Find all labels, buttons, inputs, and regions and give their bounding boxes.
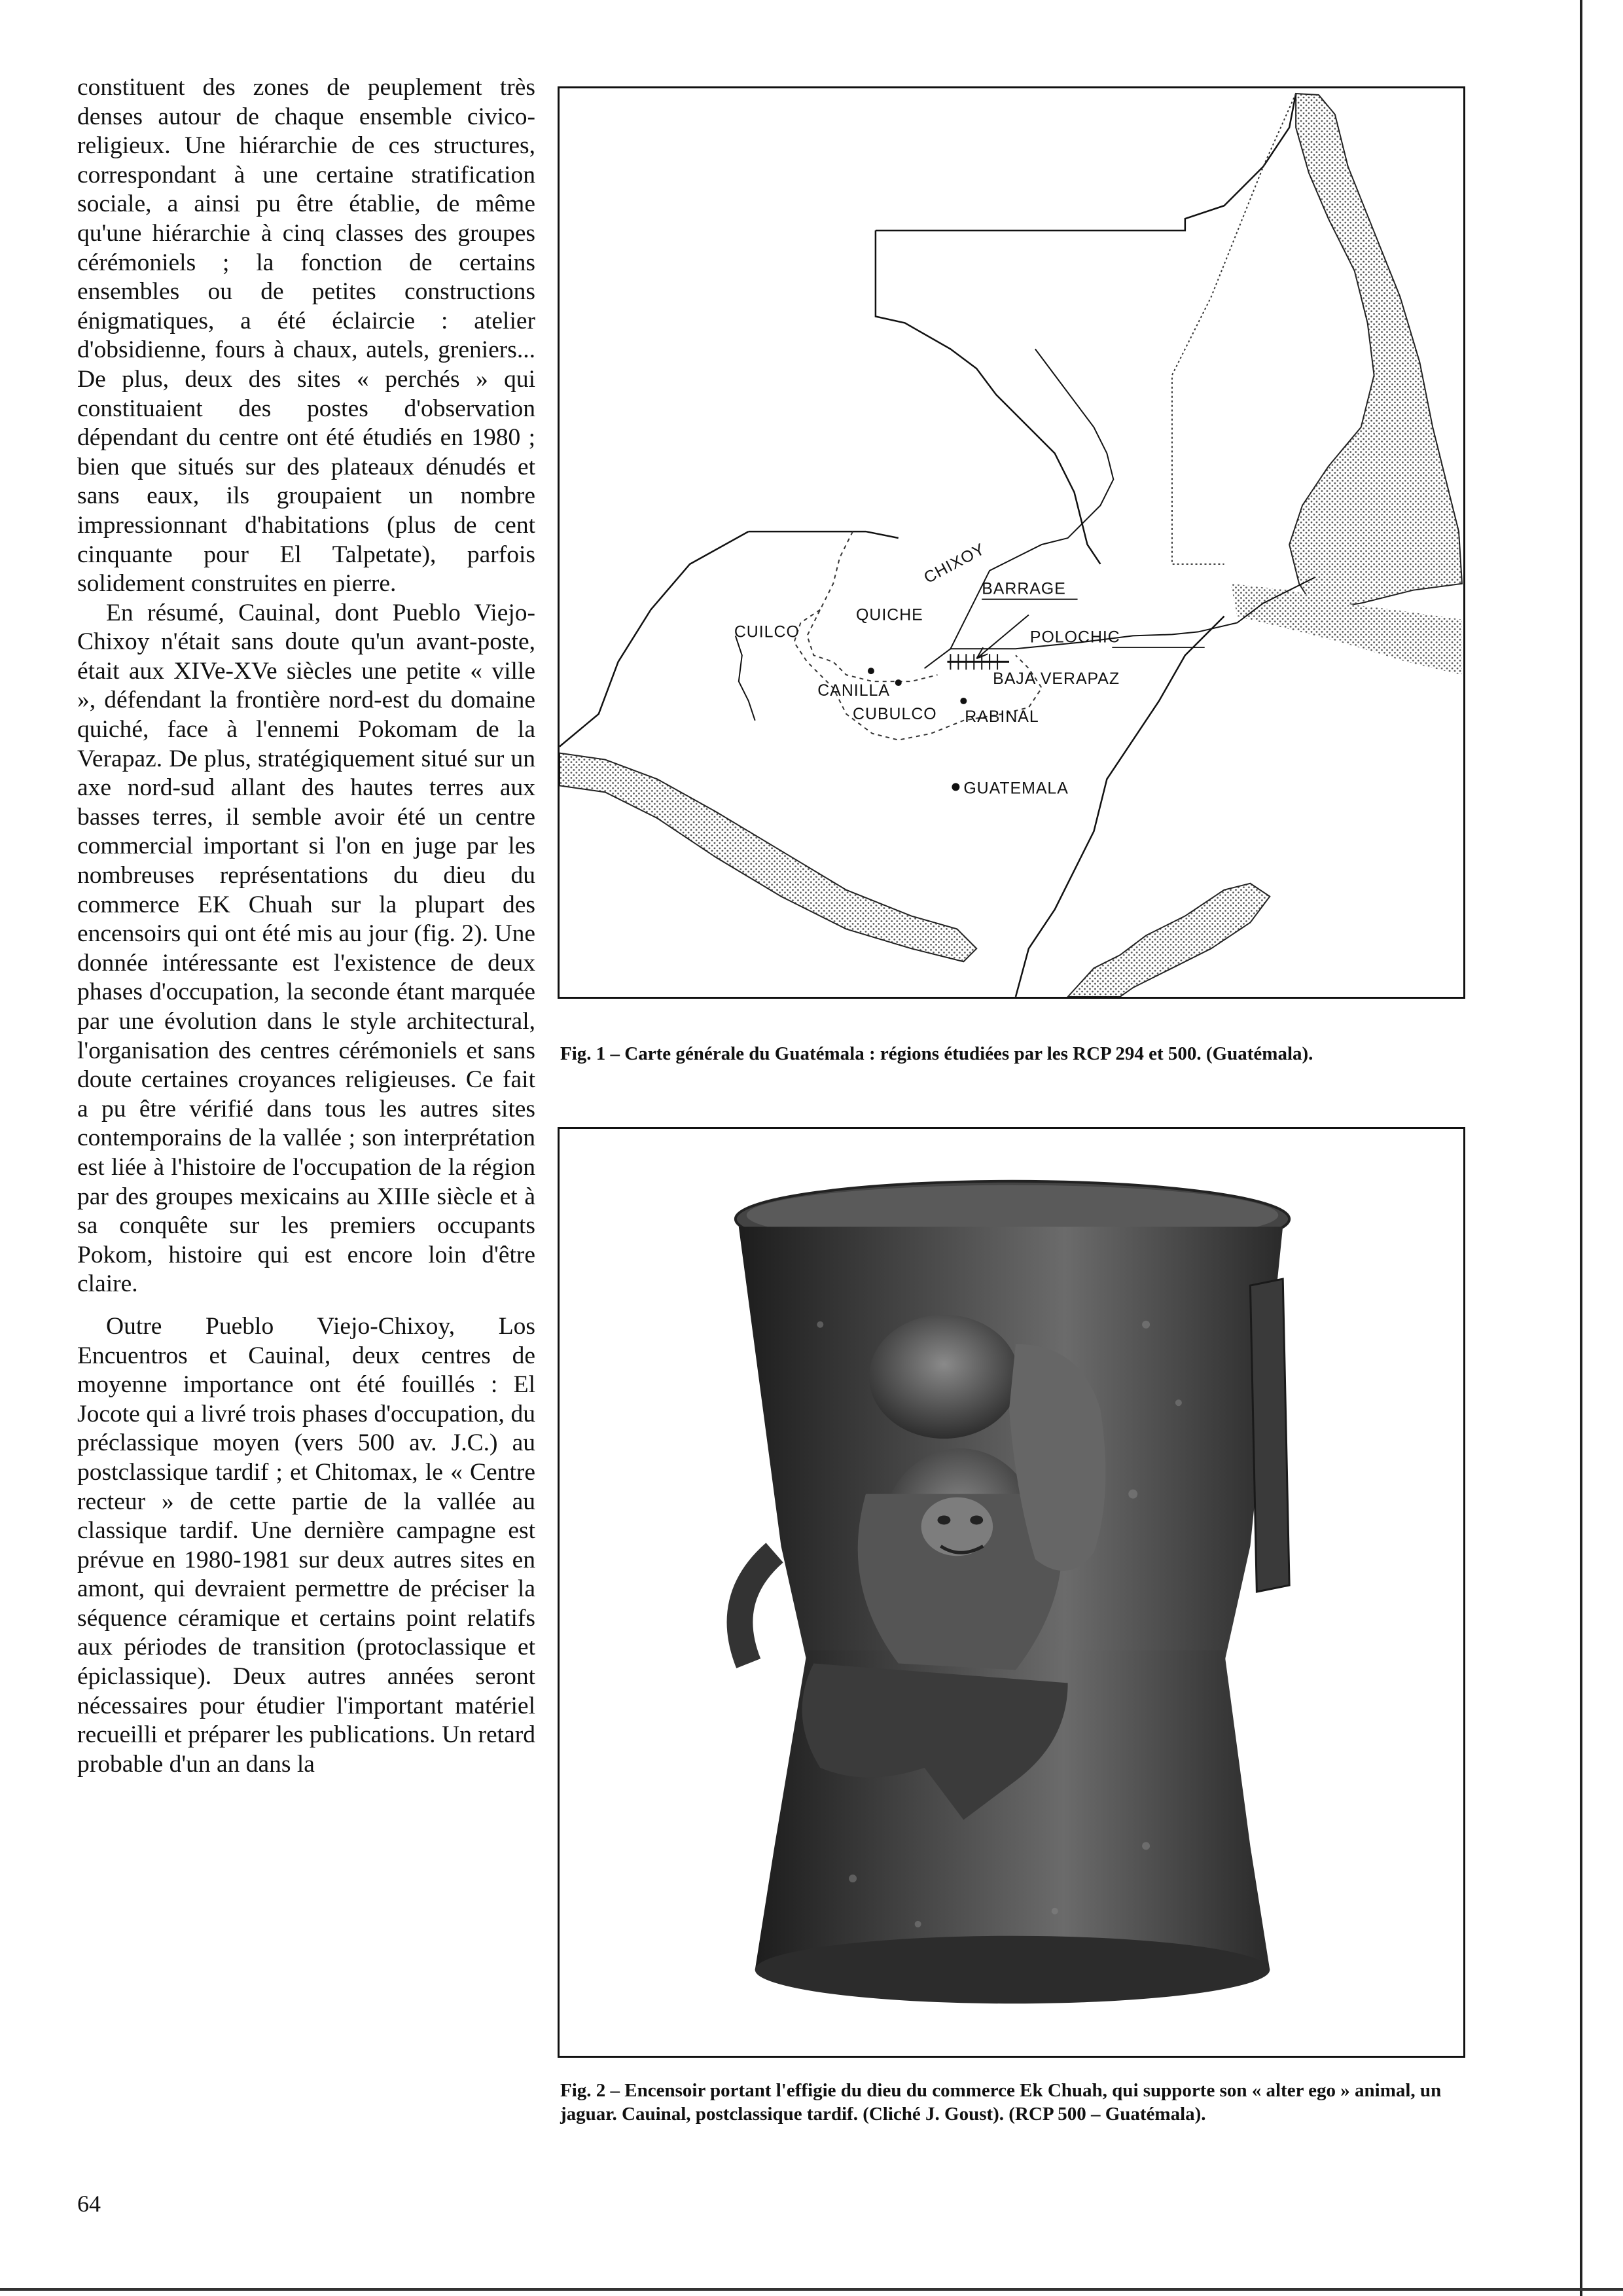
figure2-caption: Fig. 2 – Encensoir portant l'effigie du dieu du commerce Ek Chuah, qui supporte son « alter ego » animal, un jaguar. Cauinal, postclassique tardif. (Cliché J. Goust). (RCP 500 – Guatémala). [560,2080,1442,2125]
page-number: 64 [77,2191,101,2217]
label-cubulco: CUBULCO [853,704,937,723]
label-rabinal: RABINAL [965,707,1039,726]
paragraph-3: Outre Pueblo Viejo-Chixoy, Los Encuentros et Cauinal, deux centres de moyenne importance ont été fouillés : El Jocote qui a livré trois phases d'occupation, du préclassique moyen (vers 500 av. J.C.) au postclassique tardif ; et Chitomax, le « Centre recteur » de cette partie de la vallée au classique tardif. Une dernière campagne est prévue en 1980-1981 sur deux autres sites en amont, qui devraient permettre de préciser la séquence céramique et certains point relatifs aux périodes de transition (protoclassique et épiclassique). Deux autres années seront nécessaires pour étudier l'important matériel recueilli et préparer les publications. Un retard probable d'un an dans la [77,1312,535,1778]
label-barrage: BARRAGE [982,579,1066,598]
label-polochic: POLOCHIC [1029,628,1120,647]
label-cuilco: CUILCO [734,622,800,641]
cubulco-dot [895,679,902,686]
label-quiche: QUICHE [856,605,923,624]
page-bottom-edge [0,2288,1623,2291]
paragraph-2: En résumé, Cauinal, dont Pueblo Viejo-Chixoy n'était sans doute qu'un avant-poste, était aux XIVe-XVe siècles une petite « ville », défendant la frontière nord-est du domaine quiché, face à l'ennemi Pokomam de la Verapaz. De plus, stratégiquement situé sur un axe nord-sud allant des hautes terres aux basses terres, il semble avoir été un centre commercial important si l'on en juge par les nombreuses représentations du dieu du commerce EK Chuah sur la plupart des encensoirs qui ont été mis au jour (fig. 2). Une donnée intéressante est l'existence de deux phases d'occupation, la seconde étant marquée par une évolution dans le style architectural, l'organisation des centres cérémoniels et sans doute certaines croyances religieuses. Ce fait a pu être vérifié dans tous les autres sites contemporains de la vallée ; son interprétation est liée à l'histoire de l'occupation de la région par des groupes mexicains au XIIIe siècle et à sa conquête sur les premiers occupants Pokom, histoire qui est encore loin d'être claire. [77,599,535,1298]
figure1-caption: Fig. 1 – Carte générale du Guatémala : régions étudiées par les RCP 294 et 500. (Guatémala). [560,1043,1313,1064]
guatemala-map [560,88,1463,997]
canilla-dot [868,668,874,674]
label-chixoy: CHIXOY [921,539,988,588]
text-column [77,73,535,1779]
label-canilla: CANILLA [817,681,890,700]
paragraph-1: constituent des zones de peuplement très denses autour de chaque ensemble civico-religieux. Une hiérarchie de ces structures, correspondant à une certaine stratification sociale, a ainsi pu être établie, de même qu'une hiérarchie à cinq classes des groupes cérémoniels ; la fonction de certains ensembles ou de petites constructions énigmatiques, a été éclaircie : atelier d'obsidienne, fours à chaux, autels, greniers... De plus, deux des sites « perchés » qui constituaient des postes d'observation dépendant du centre ont été étudiés en 1980 ; bien que situés sur des plateaux dénudés et sans eaux, ils groupaient un nombre impressionnant d'habitations (plus de cent cinquante pour El Talpetate), parfois solidement construites en pierre. [77,74,535,598]
guatemala-dot [952,783,959,791]
photo-figure [558,1127,1465,2058]
rabinal-dot [960,698,967,704]
map-figure [558,86,1465,999]
label-baja-verapaz: BAJA VERAPAZ [993,670,1120,689]
censer-photo [560,1129,1463,2056]
page-edge [1580,0,1582,2296]
label-guatemala: GUATEMALA [963,779,1069,798]
